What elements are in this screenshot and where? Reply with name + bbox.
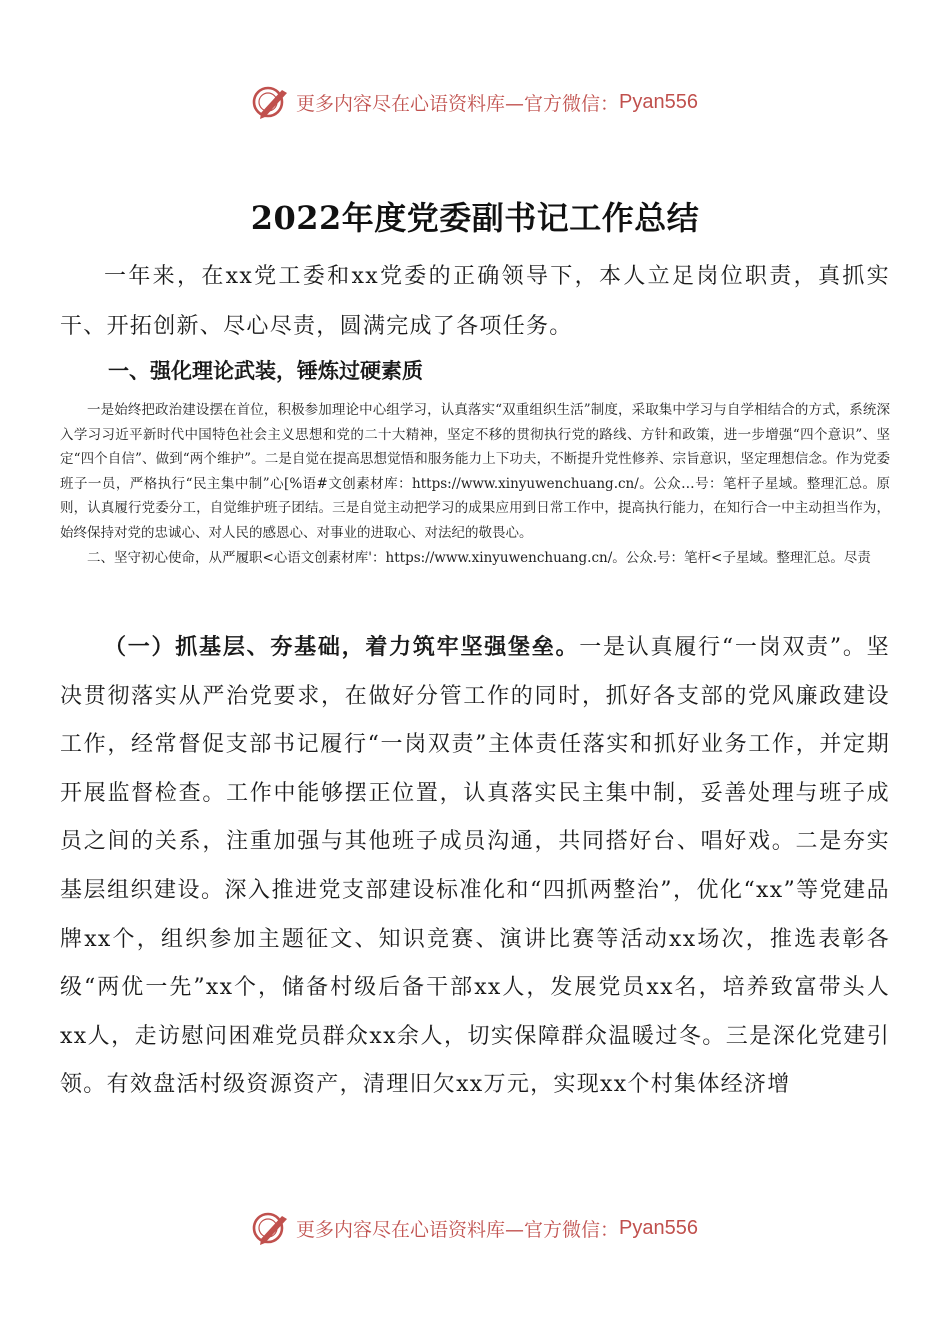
main-body	[60, 624, 890, 1110]
section-1-heading: 一、强化理论武装，锤炼过硬素质	[108, 359, 423, 383]
header-watermark-banner	[0, 82, 950, 122]
subsection-1-paragraph	[60, 624, 890, 1110]
small-text-block	[60, 398, 890, 570]
watermark-text: 更多内容尽在心语资料库—官方微信：	[296, 1218, 620, 1241]
section-1-paragraph: 一是始终把政治建设摆在首位，积极参加理论中心组学习，认真落实“双重组织生活”制度，采取集中学习与自学相结合的方式，系统深入学习习近平新时代中国特色社会主义思想和党的二十大精神，坚定不移的贯彻执行党的路线、方针和政策，进一步增强“四个意识”、坚定“四个自信”、做到“两个维护”。二是自觉在提高思想觉悟和服务能力上下功夫，不断提升党性修养、宗旨意识，坚定理想信念。作为党委班子一员，严格执行“民主集中制”心[%语#文创素材库：https://www.xinyuwenchuang.cn/。公众…号：笔杆子星域。整理汇总。原则，认真履行党委分工，自觉维护班子团结。三是自觉主动把学习的成果应用到日常工作中，提高执行能力，在知行合一中主动担当作为，始终保持对党的忠诚心、对人民的感恩心、对事业的进取心、对法纪的敬畏心。	[60, 402, 890, 541]
watermark-wechat-id: Pyan556	[619, 90, 698, 113]
watermark-text: 更多内容尽在心语资料库—官方微信：	[296, 92, 620, 115]
fountain-pen-logo-icon	[252, 84, 292, 120]
fountain-pen-logo-icon	[252, 1210, 292, 1246]
section-2-paragraph: 二、坚守初心使命，从严履职<心语文创素材库'：https://www.xinyuwenchuang.cn/。公众.号：笔杆<子星域。整理汇总。尽责	[87, 549, 871, 566]
footer-watermark-banner	[0, 1208, 950, 1248]
document-title: 2022年度党委副书记工作总结	[250, 199, 700, 238]
watermark-wechat-id: Pyan556	[619, 1216, 698, 1239]
subsection-1-heading: （一）抓基层、夯基础，着力筑牢坚强堡垒。	[104, 635, 580, 660]
subsection-1-body: 一是认真履行“一岗双责”。坚决贯彻落实从严治党要求，在做好分管工作的同时，抓好各支部的党风廉政建设工作，经常督促支部书记履行“一岗双责”主体责任落实和抓好业务工作，并定期开展监督检查。工作中能够摆正位置，认真落实民主集中制，妥善处理与班子成员之间的关系，注重加强与其他班子成员沟通，共同搭好台、唱好戏。二是夯实基层组织建设。深入推进党支部建设标准化和“四抓两整治”，优化“xx”等党建品牌xx个，组织参加主题征文、知识竞赛、演讲比赛等活动xx场次，推选表彰各级“两优一先”xx个，储备村级后备干部xx人，发展党员xx名，培养致富带头人xx人，走访慰问困难党员群众xx余人，切实保障群众温暖过冬。三是深化党建引领。有效盘活村级资源资产，清理旧欠xx万元，实现xx个村集体经济增	[60, 635, 890, 1098]
intro-paragraph: 一年来，在xx党工委和xx党委的正确领导下，本人立足岗位职责，真抓实干、开拓创新、尽心尽责，圆满完成了各项任务。	[60, 264, 890, 339]
